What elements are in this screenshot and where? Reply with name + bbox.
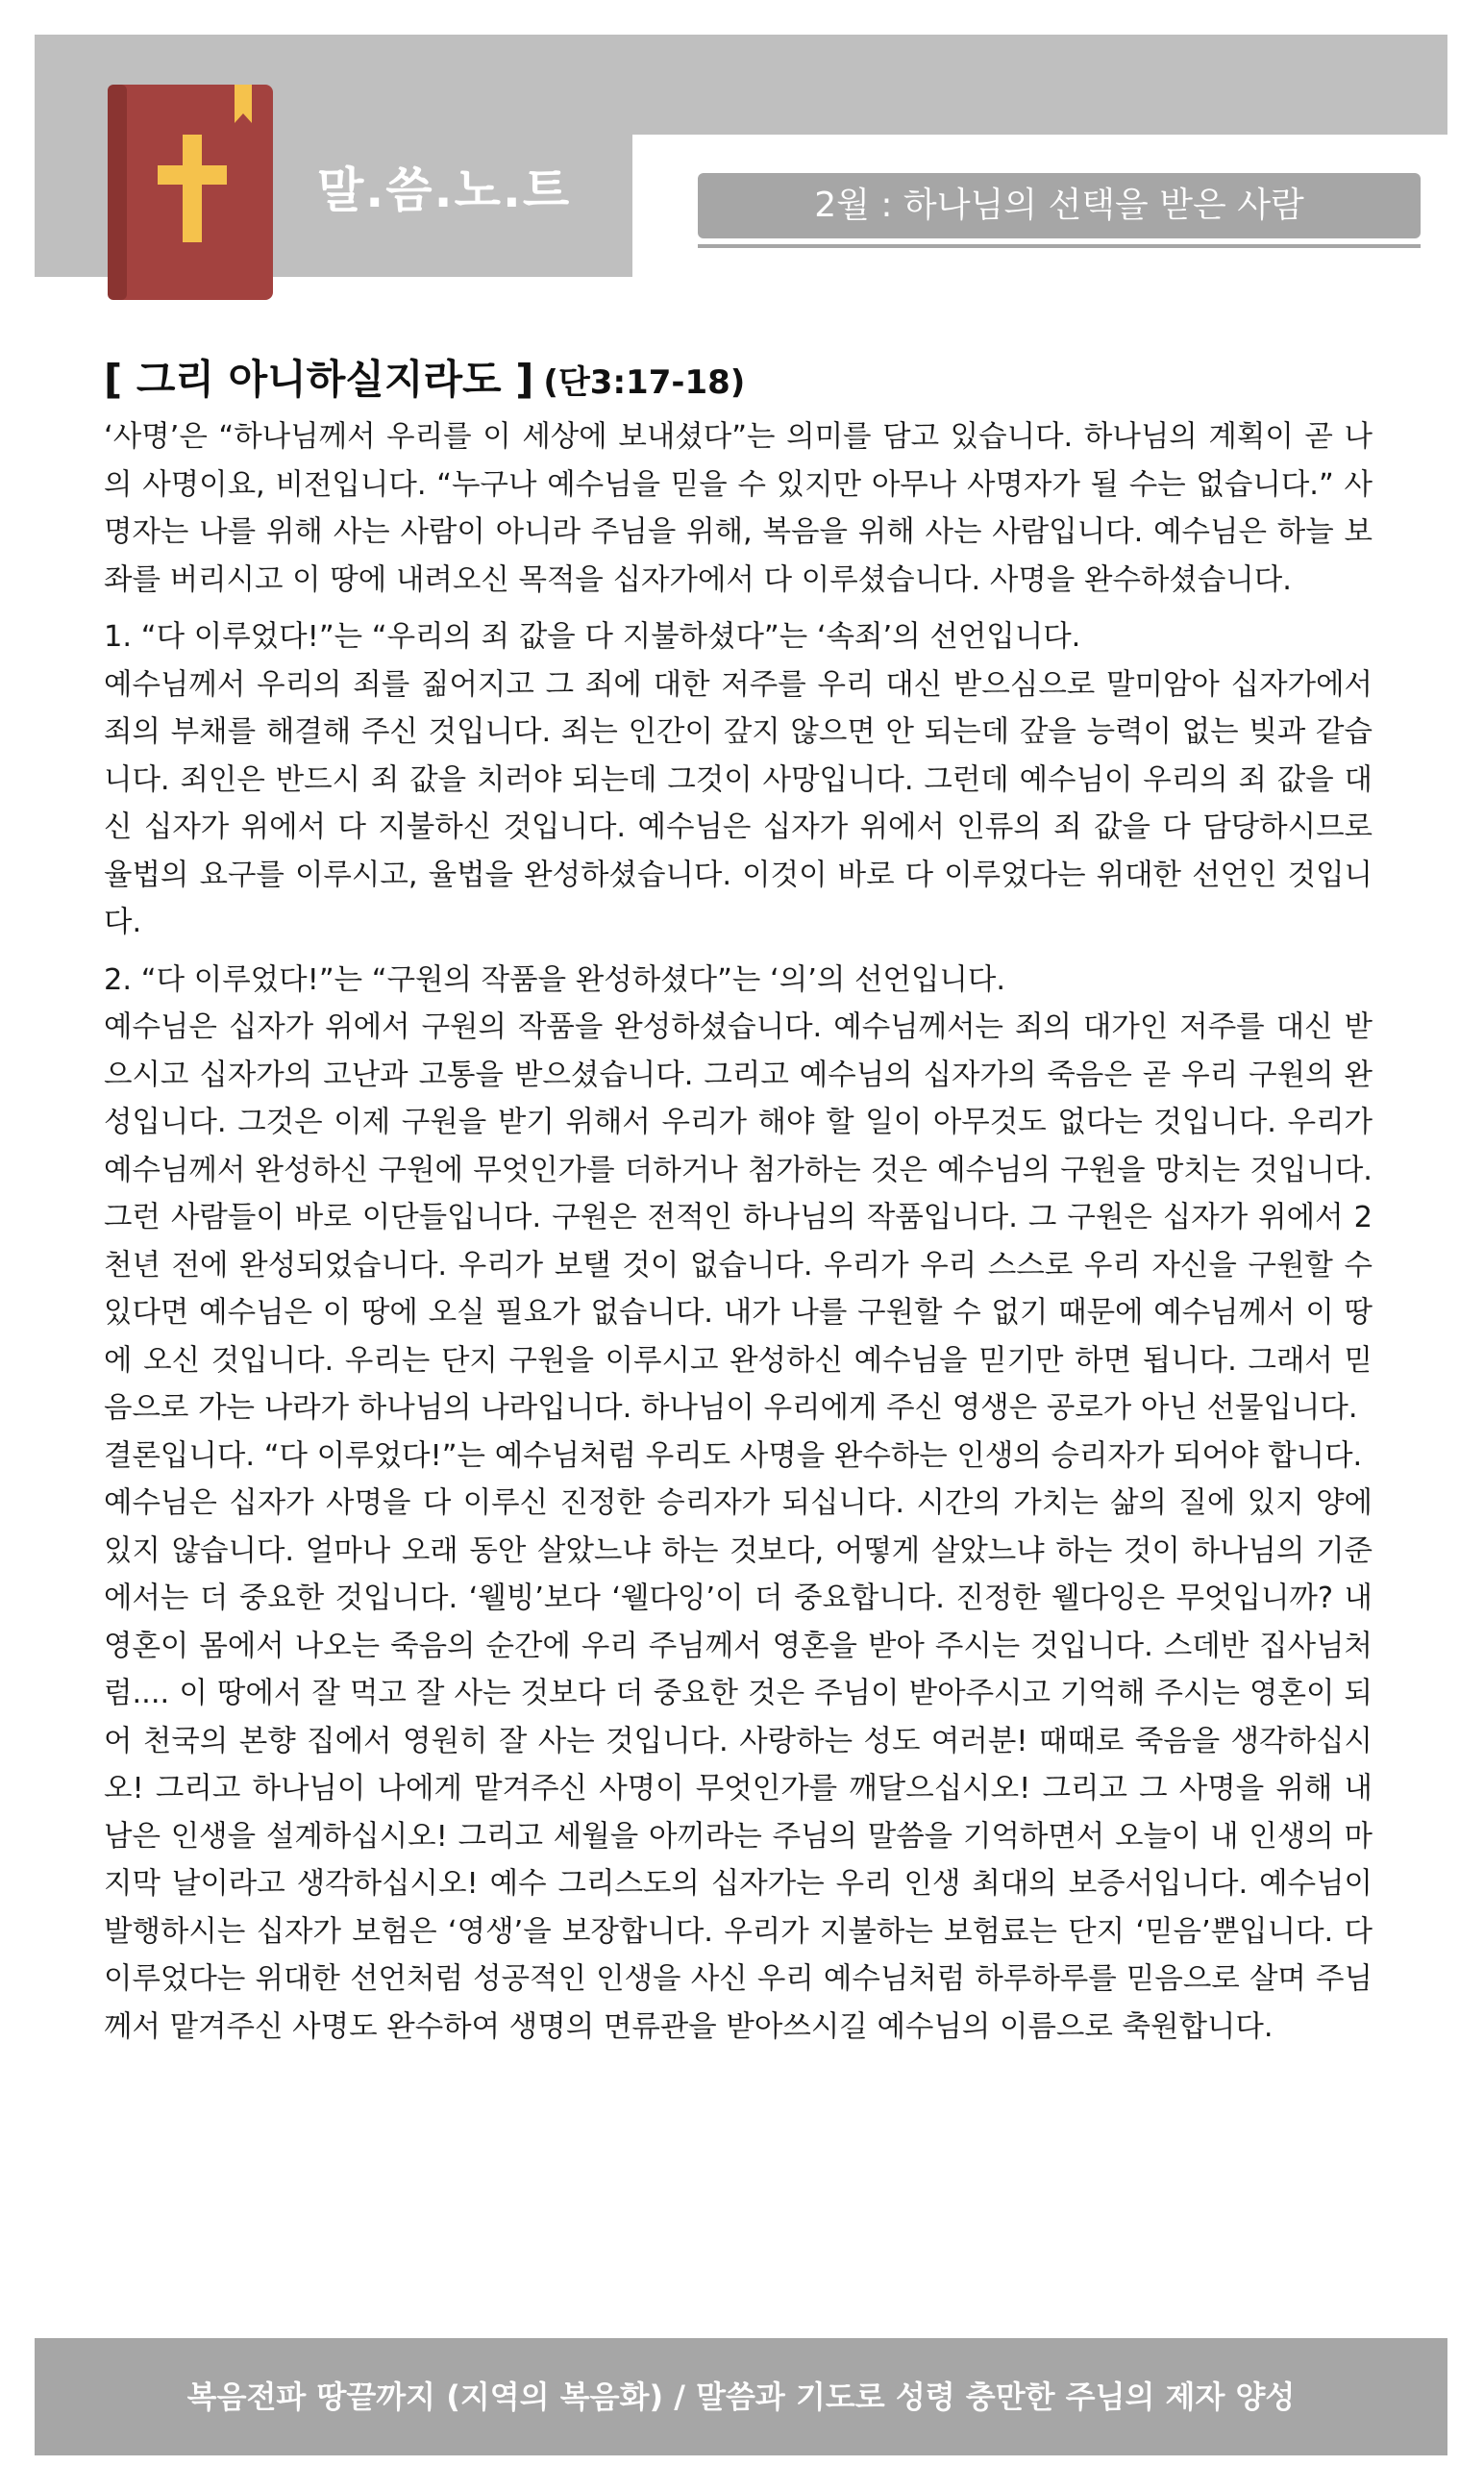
brand-title: 말.씀.노.트 [317,162,572,218]
sermon-body [104,413,1373,2051]
point2-paragraph: 예수님은 십자가 위에서 구원의 작품을 완성하셨습니다. 예수님께서는 죄의 대가인 저주를 대신 받으시고 십자가의 고난과 고통을 받으셨습니다. 그리고 예수님의 십자가의 죽음은 곧 우리 구원의 완성입니다. 그것은 이제 구원을 받기 위해서 우리가 해야 할 일이 아무것도 없다는 것입니다. 우리가 예수님께서 완성하신 구원에 무엇인가를 더하거나 첨가하는 것은 예수님의 구원을 망치는 것입니다. 그런 사람들이 바로 이단들입니다. 구원은 전적인 하나님의 작품입니다. 그 구원은 십자가 위에서 2천년 전에 완성되었습니다. 우리가 보탤 것이 없습니다. 우리가 우리 스스로 우리 자신을 구원할 수 있다면 예수님은 이 땅에 오실 필요가 없습니다. 내가 나를 구원할 수 없기 때문에 예수님께서 이 땅에 오신 것입니다. 우리는 단지 구원을 이루시고 완성하신 예수님을 믿기만 하면 됩니다. 그래서 믿음으로 가는 나라가 하나님의 나라입니다. 하나님이 우리에게 주신 영생은 공로가 아닌 선물입니다. [104,1010,1373,1425]
sermon-title: [ 그리 아니하실지라도 ] [104,356,534,403]
sermon-title-block [104,348,1430,406]
footer-banner: 복음전파 땅끝까지 (지역의 복음화) / 말씀과 기도로 성령 충만한 주님의 제자 양성 [35,2338,1447,2455]
conclusion-paragraph: 예수님은 십자가 사명을 다 이루신 진정한 승리자가 되십니다. 시간의 가치는 삶의 질에 있지 양에 있지 않습니다. 얼마나 오래 동안 살았느냐 하는 것보다, 어떻게 살았느냐 하는 것이 하나님의 기준에서는 더 중요한 것입니다. ‘웰빙’보다 ‘웰다잉’이 더 중요합니다. 진정한 웰다잉은 무엇입니까? 내 영혼이 몸에서 나오는 죽음의 순간에 우리 주님께서 영혼을 받아 주시는 것입니다. 스데반 집사님처럼.... 이 땅에서 잘 먹고 잘 사는 것보다 더 중요한 것은 주님이 받아주시고 기억해 주시는 영혼이 되어 천국의 본향 집에서 영원히 잘 사는 것입니다. 사랑하는 성도 여러분! 때때로 죽음을 생각하십시오! 그리고 하나님이 나에게 맡겨주신 사명이 무엇인가를 깨달으십시오! 그리고 그 사명을 위해 내 남은 인생을 설계하십시오! 그리고 세월을 아끼라는 주님의 말씀을 기억하면서 오늘이 내 인생의 마지막 날이라고 생각하십시오! 예수 그리스도의 십자가는 우리 인생 최대의 보증서입니다. 예수님이 발행하시는 십자가 보험은 ‘영생’을 보장합니다. 우리가 지불하는 보험료는 단지 ‘믿음’뿐입니다. 다 이루었다는 위대한 선언처럼 성공적인 인생을 사신 우리 예수님처럼 하루하루를 믿음으로 살며 주님께서 맡겨주신 사명도 완수하여 생명의 면류관을 받아쓰시길 예수님의 이름으로 축원합니다. [104,1486,1373,2044]
point1-heading: 1. “다 이루었다!”는 “우리의 죄 값을 다 지불하셨다”는 ‘속죄’의 선언입니다. [104,620,1081,654]
month-subtitle: 2월 : 하나님의 선택을 받은 사람 [698,173,1421,238]
scripture-reference: (단3:17-18) [543,363,746,402]
month-underline [698,244,1421,248]
point1-paragraph: 예수님께서 우리의 죄를 짊어지고 그 죄에 대한 저주를 우리 대신 받으심으로 말미암아 십자가에서 죄의 부채를 해결해 주신 것입니다. 죄는 인간이 갚지 않으면 안 되는데 갚을 능력이 없는 빚과 같습니다. 죄인은 반드시 죄 값을 치러야 되는데 그것이 사망입니다. 그런데 예수님이 우리의 죄 값을 대신 십자가 위에서 다 지불하신 것입니다. 예수님은 십자가 위에서 인류의 죄 값을 다 담당하시므로 율법의 요구를 이루시고, 율법을 완성하셨습니다. 이것이 바로 다 이루었다는 위대한 선언인 것입니다. [104,667,1373,939]
conclusion-heading: 결론입니다. “다 이루었다!”는 예수님처럼 우리도 사명을 완수하는 인생의 승리자가 되어야 합니다. [104,1438,1363,1473]
intro-paragraph: ‘사명’은 “하나님께서 우리를 이 세상에 보내셨다”는 의미를 담고 있습니다. 하나님의 계획이 곧 나의 사명이요, 비전입니다. “누구나 예수님을 믿을 수 있지만 아무나 사명자가 될 수는 없습니다.” 사명자는 나를 위해 사는 사람이 아니라 주님을 위해, 복음을 위해 사는 사람입니다. 예수님은 하늘 보좌를 버리시고 이 땅에 내려오신 목적을 십자가에서 다 이루셨습니다. 사명을 완수하셨습니다. [104,420,1373,597]
point2-heading: 2. “다 이루었다!”는 “구원의 작품을 완성하셨다”는 ‘의’의 선언입니다. [104,962,1006,997]
bible-cross-icon [108,85,273,300]
